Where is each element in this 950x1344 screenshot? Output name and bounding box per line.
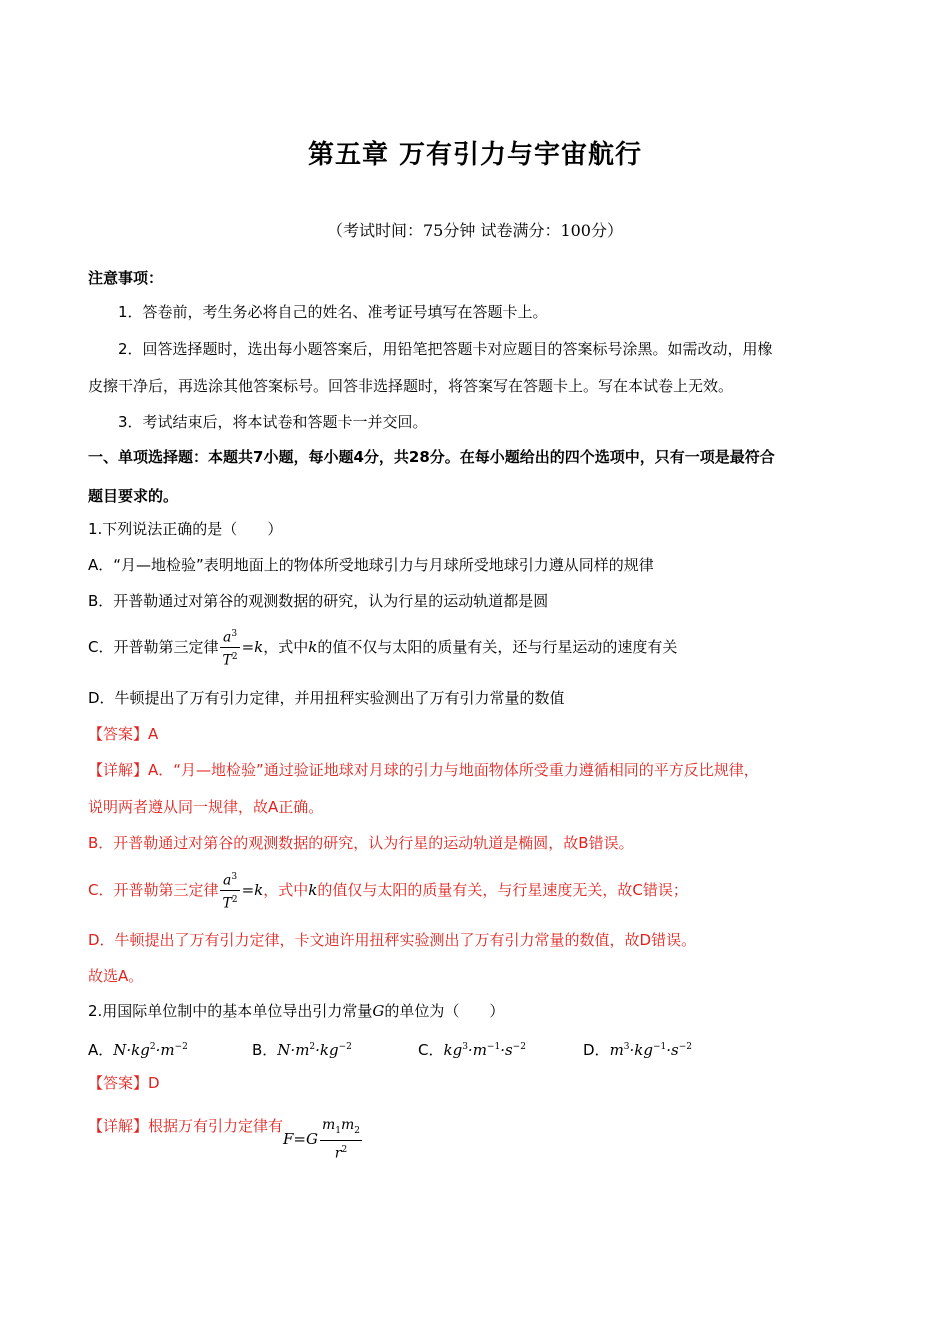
q1-option-a: A．“月—地检验”表明地面上的物体所受地球引力与月球所受地球引力遵从同样的规律 (88, 556, 654, 574)
q2-stem: 2.用国际单位制中的基本单位导出引力常量G的单位为（ ） (88, 1002, 505, 1020)
exam-info: （考试时间：75分钟 试卷满分：100分） (327, 221, 623, 240)
q1-option-c: C．开普勒第三定律 $\frac{a^3}{T^2}$ =k，式中k的值不仅与太阳的质量有关，还与行星运动的速度有关 (88, 625, 677, 670)
page-title: 第五章 万有引力与宇宙航行 (307, 140, 643, 170)
q1-explanation-5: D．牛顿提出了万有引力定律，卡文迪许用扭秤实验测出了万有引力常量的数值，故D错误。 (88, 931, 697, 949)
section-heading-cont: 题目要求的。 (88, 487, 179, 505)
q2-option-d: D．$m^3\cdot kg^{-1}\cdot s^{-2}$ (583, 1041, 693, 1059)
kepler-fraction-explanation: $\frac{a^3}{T^2}$ (220, 868, 239, 912)
q1-option-c-text: C．开普勒第三定律 (88, 638, 219, 656)
q1-option-b: B．开普勒通过对第谷的观测数据的研究，认为行星的运动轨道都是圆 (88, 592, 549, 610)
q1-stem: 1.下列说法正确的是（ ） (88, 520, 283, 538)
q1-answer: 【答案】A (88, 725, 159, 743)
kepler-fraction: $\frac{a^3}{T^2}$ (220, 625, 239, 669)
notice-heading: 注意事项： (88, 269, 164, 287)
q2-option-c: C．$kg^3\cdot m^{-1}\cdot s^{-2}$ (418, 1041, 526, 1059)
q1-explanation-3: B．开普勒通过对第谷的观测数据的研究，认为行星的运动轨道是椭圆，故B错误。 (88, 834, 634, 852)
q2-option-a: A．$N\cdot kg^2\cdot m^{-2}$ (88, 1041, 188, 1059)
q1-option-d: D．牛顿提出了万有引力定律，并用扭秤实验测出了万有引力常量的数值 (88, 689, 565, 707)
notice-item-1: 1．答卷前，考生务必将自己的姓名、准考证号填写在答题卡上。 (118, 303, 548, 321)
notice-item-3: 3．考试结束后，将本试卷和答题卡一并交回。 (118, 413, 428, 431)
q2-explanation: 【详解】根据万有引力定律有F=G $\frac{m_1m_2}{r^2}$ (88, 1117, 361, 1162)
notice-item-2: 2．回答选择题时，选出每小题答案后，用铅笔把答题卡对应题目的答案标号涂黑。如需改动，用橡 (118, 340, 773, 358)
section-heading: 一、单项选择题：本题共7小题，每小题4分，共28分。在每小题给出的四个选项中，只有一项是最符合 (88, 448, 775, 466)
gravitation-formula: F=G (283, 1130, 318, 1148)
q1-explanation-2: 说明两者遵从同一规律，故A正确。 (88, 798, 324, 816)
gravitation-fraction: $\frac{m_1m_2}{r^2}$ (321, 1117, 361, 1162)
q1-explanation-6: 故选A。 (88, 967, 144, 985)
equals-k: =k (241, 638, 264, 656)
q2-answer: 【答案】D (88, 1074, 160, 1092)
q1-explanation-1: 【详解】A．“月—地检验”通过验证地球对月球的引力与地面物体所受重力遵循相同的平方反比规律， (88, 761, 759, 779)
notice-item-2-cont: 皮擦干净后，再选涂其他答案标号。回答非选择题时，将答案写在答题卡上。写在本试卷上无效。 (88, 377, 734, 395)
q2-option-b: B．$N\cdot m^2\cdot kg^{-2}$ (252, 1041, 352, 1059)
q1-explanation-4: C．开普勒第三定律 $\frac{a^3}{T^2}$ =k，式中k的值仅与太阳的质量有关，与行星速度无关，故C错误； (88, 867, 688, 913)
